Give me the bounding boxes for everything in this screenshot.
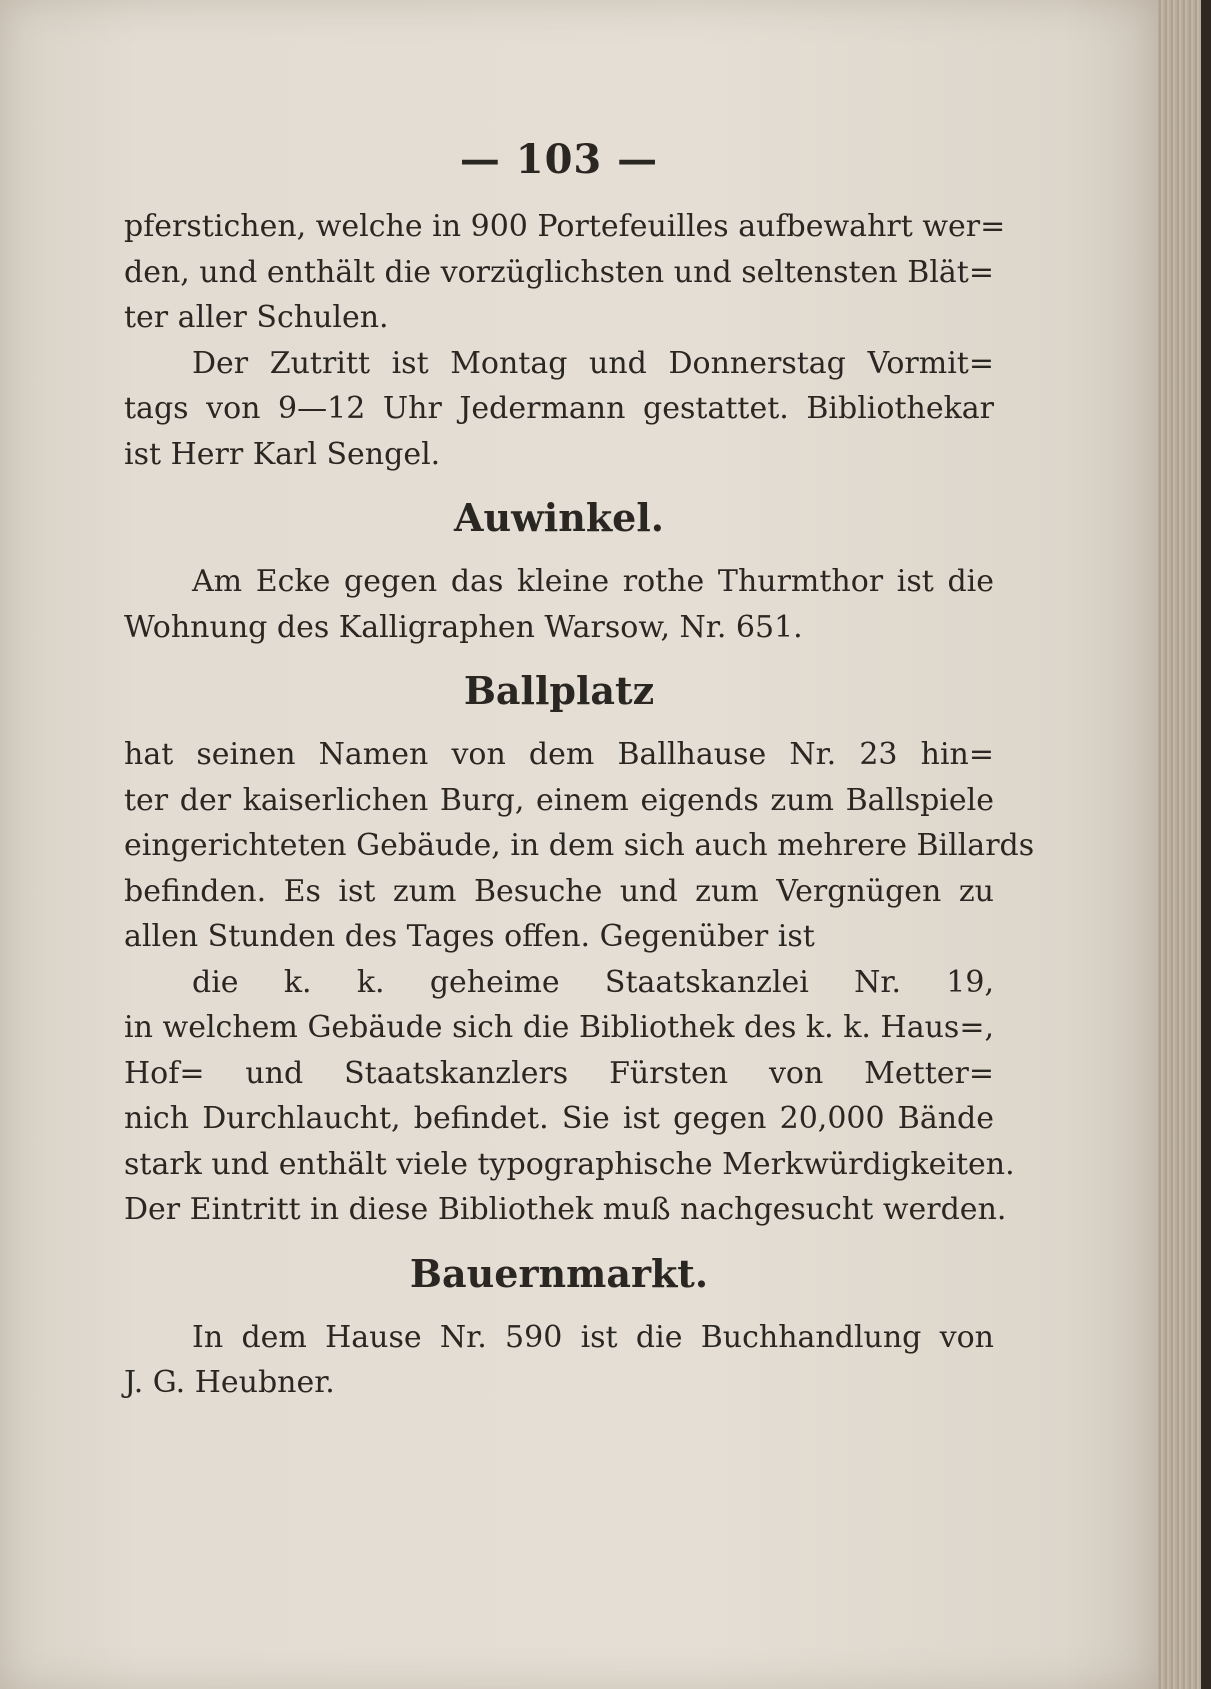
text-line: ist Herr Karl Sengel. <box>124 436 441 472</box>
text-line: Der Zutritt ist Montag und Donnerstag Vormit= <box>192 345 994 381</box>
text-line: allen Stunden des Tages offen. Gegenüber ist <box>124 919 815 954</box>
text-line: den, und enthält die vorzüglichsten und seltensten Blät= <box>124 254 994 290</box>
text-line: Der Eintritt in diese Bibliothek muß nachgesucht werden. <box>124 1192 1007 1227</box>
text-line: Wohnung des Kalligraphen Warsow, Nr. 651. <box>124 609 803 645</box>
text-line: J. G. Heubner. <box>124 1365 335 1400</box>
paragraph-engravings <box>124 204 1006 341</box>
section-bauernmarkt <box>124 1243 994 1406</box>
text-line: stark und enthält viele typographische Merkwürdigkeiten. <box>124 1146 1015 1182</box>
text-line: in welchem Gebäude sich die Bibliothek des k. k. Haus=, <box>124 1010 994 1045</box>
page-edge-stack <box>1158 0 1211 1689</box>
text-line: hat seinen Namen von dem Ballhause Nr. 23 hin= <box>124 737 994 772</box>
section-auwinkel <box>124 487 994 650</box>
text-line: ter der kaiserlichen Burg, einem eigends zum Ballspiele <box>124 782 994 818</box>
paragraph-access <box>124 341 994 478</box>
section-heading: Ballplatz <box>463 668 655 713</box>
text-line: tags von 9—12 Uhr Jedermann gestattet. Bibliothekar <box>124 391 994 426</box>
text-line: pferstichen, welche in 900 Portefeuilles aufbewahrt wer= <box>124 209 1006 244</box>
section-ballplatz <box>124 660 1035 1233</box>
section-heading: Bauernmarkt. <box>409 1250 709 1296</box>
page-number: — 103 — <box>459 136 659 183</box>
text-line: eingerichteten Gebäude, in dem sich auch mehrere Billards <box>124 828 1035 863</box>
text-line: nich Durchlaucht, befindet. Sie ist gegen 20,000 Bände <box>124 1101 994 1136</box>
text-line: Am Ecke gegen das kleine rothe Thurmthor ist die <box>192 564 994 599</box>
section-heading: Auwinkel. <box>453 495 665 540</box>
text-line: In dem Hause Nr. 590 ist die Buchhandlung von <box>192 1319 994 1355</box>
text-line: die k. k. geheime Staatskanzlei Nr. 19, <box>192 964 994 1000</box>
text-line: Hof= und Staatskanzlers Fürsten von Metter= <box>124 1055 994 1091</box>
text-line: befinden. Es ist zum Besuche und zum Vergnügen zu <box>124 873 994 909</box>
page-text <box>124 130 1035 1406</box>
text-line: ter aller Schulen. <box>124 300 389 335</box>
